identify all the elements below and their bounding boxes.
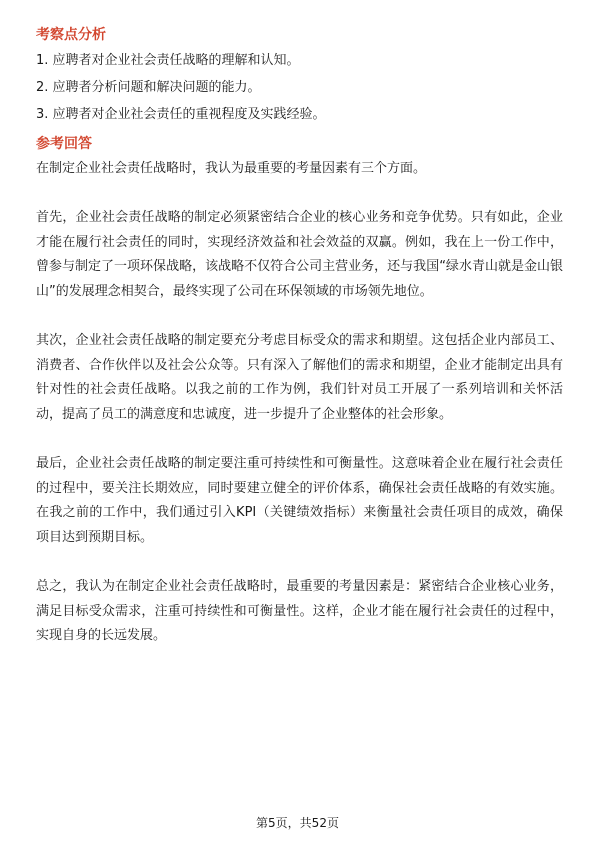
answer-paragraph-last: 最后，企业社会责任战略的制定要注重可持续性和可衡量性。这意味着企业在履行社会责任的过程中，要关注长期效应，同时要建立健全的评价体系，确保社会责任战略的有效实施。在我之前的工作中，我们通过引入KPI（关键绩效指标）来衡量社会责任项目的成效，确保项目达到预期目标。	[36, 456, 563, 545]
answer-intro-paragraph: 在制定企业社会责任战略时，我认为最重要的考量因素有三个方面。	[36, 161, 427, 176]
page-number-footer: 第5页，共52页	[256, 816, 339, 830]
analysis-item-3: 3. 应聘者对企业社会责任的重视程度及实践经验。	[36, 107, 326, 122]
paragraph-spacer	[36, 551, 563, 576]
paragraph-spacer	[36, 428, 563, 453]
answer-paragraph-first: 首先，企业社会责任战略的制定必须紧密结合企业的核心业务和竞争优势。只有如此，企业才能在履行社会责任的同时，实现经济效益和社会效益的双赢。例如，我在上一份工作中，曾参与制定了一项环保战略，该战略不仅符合公司主营业务，还与我国“绿水青山就是金山银山”的发展理念相契合，最终实现了公司在环保领域的市场领先地位。	[36, 210, 563, 299]
answer-conclusion-paragraph: 总之，我认为在制定企业社会责任战略时，最重要的考量因素是：紧密结合企业核心业务，满足目标受众需求，注重可持续性和可衡量性。这样，企业才能在履行社会责任的过程中，实现自身的长远发展。	[36, 579, 563, 644]
paragraph-spacer	[36, 182, 563, 207]
analysis-heading: 考察点分析	[36, 27, 106, 43]
analysis-item-2: 2. 应聘者分析问题和解决问题的能力。	[36, 80, 261, 95]
document-page	[36, 26, 563, 649]
paragraph-spacer	[36, 305, 563, 330]
analysis-item-1: 1. 应聘者对企业社会责任战略的理解和认知。	[36, 53, 300, 68]
answer-paragraph-second: 其次，企业社会责任战略的制定要充分考虑目标受众的需求和期望。这包括企业内部员工、消费者、合作伙伴以及社会公众等。只有深入了解他们的需求和期望，企业才能制定出具有针对性的社会责任战略。以我之前的工作为例，我们针对员工开展了一系列培训和关怀活动，提高了员工的满意度和忠诚度，进一步提升了企业整体的社会形象。	[36, 333, 563, 422]
answer-heading: 参考回答	[36, 136, 92, 152]
